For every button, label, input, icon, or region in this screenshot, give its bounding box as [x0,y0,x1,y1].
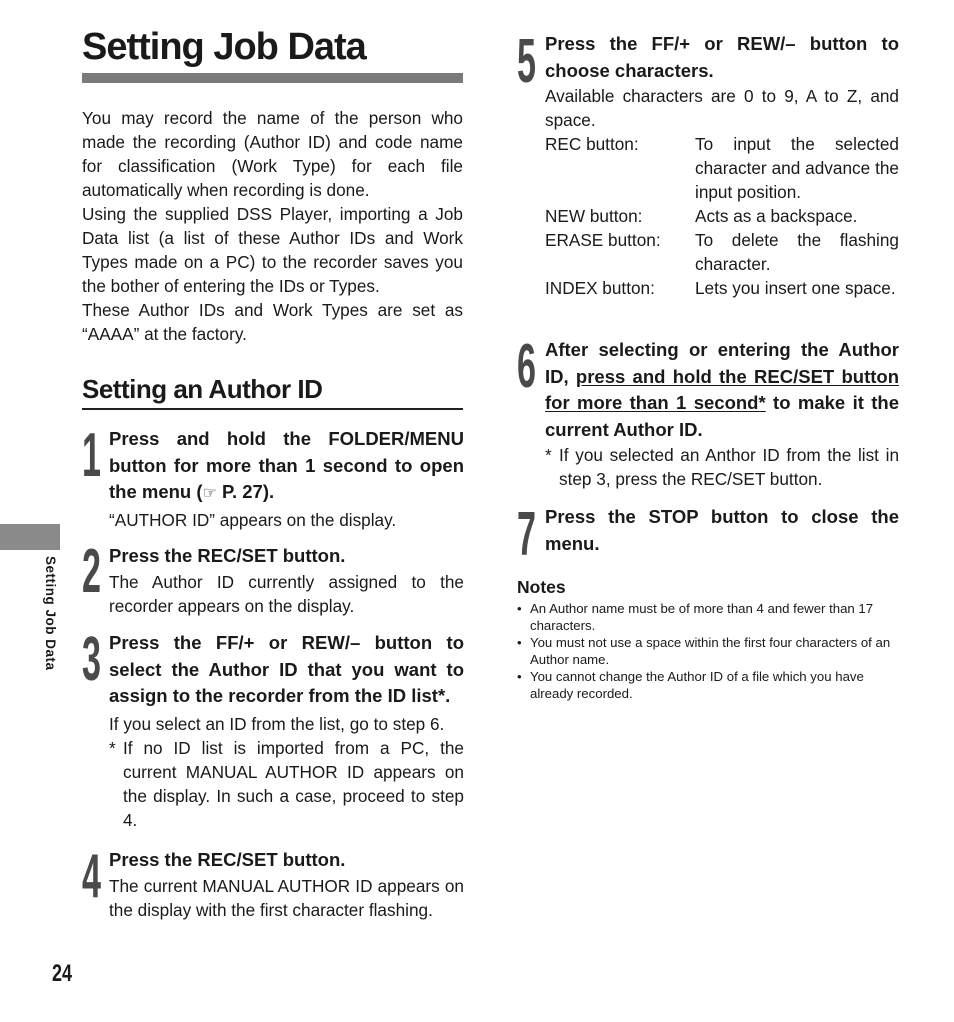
note-text: An Author name must be of more than 4 and fewer than 17 characters. [530,601,874,633]
chapter-side-label: Setting Job Data [43,556,58,671]
footnote-text: If no ID list is imported from a PC, the current MANUAL AUTHOR ID appears on the display. In such a case, proceed to step 4. [123,737,464,830]
title-underline-bar [82,73,463,83]
intro-paragraph: You may record the name of the person who made the recording (Author ID) and code name for classification (Work Type) for each file automatically when recording is done. [82,108,463,200]
step-3 [109,630,464,832]
notes-list [517,600,899,702]
footnote-marker: * [109,737,116,758]
intro-paragraph: These Author IDs and Work Types are set as “AAAA” at the factory. [82,300,463,344]
step-2-title: Press the REC/SET button. [109,545,346,566]
step-3-number: 3 [82,625,101,694]
step-6-title-lead: After selecting or entering the Author ID, [545,339,899,387]
step-4 [109,847,464,922]
note-text: You must not use a space within the first four characters of an Author name. [530,635,891,667]
button-name: ERASE button: [545,230,661,250]
step-7-number: 7 [517,500,536,569]
notes-heading: Notes [517,577,566,597]
step-6-title-emphasis: press and hold the REC/SET button for more than 1 second* [545,365,900,413]
button-name: INDEX button: [545,278,655,298]
step-4-title: Press the REC/SET button. [109,849,346,870]
button-name: REC button: [545,134,639,154]
note-item [517,634,899,668]
step-7 [545,504,899,557]
step-1-title-text: Press and hold the FOLDER/MENU button for more than 1 second to open the menu ( [109,428,464,502]
note-text: You cannot change the Author ID of a file which you have already recorded. [530,669,864,701]
button-function: To delete the flashing character. [695,230,899,274]
page-title: Setting Job Data [82,26,366,68]
step-6-title [545,337,899,443]
button-name: NEW button: [545,206,643,226]
step-5-number: 5 [517,27,536,96]
step-1-description: “AUTHOR ID” appears on the display. [109,509,397,530]
intro-paragraph: Using the supplied DSS Player, importing a Job Data list (a list of these Author IDs and Work Types made on a PC) to the recorder saves you the bother of entering the IDs or Types. [82,204,463,296]
step-6-number: 6 [517,332,536,401]
button-function: To input the selected character and advance the input position. [695,134,899,202]
step-6-title-end: to make it the current Author ID. [545,392,899,440]
bullet: • [517,601,522,616]
step-4-description: The current MANUAL AUTHOR ID appears on the display with the first character flashing. [109,875,464,920]
step-7-title: Press the STOP button to close the menu. [545,506,899,554]
step-5-title: Press the FF/+ or REW/– button to choose characters. [545,33,899,81]
button-row [545,204,899,228]
step-1-number: 1 [82,421,101,490]
step-6 [545,337,899,491]
bullet: • [517,635,522,650]
page-number: 24 [52,960,73,987]
button-function: Lets you insert one space. [695,278,896,298]
step-3-description: If you select an ID from the list, go to step 6. [109,713,445,734]
chapter-side-tab [0,524,60,550]
step-1 [109,426,464,532]
footnote-marker: * [545,445,552,465]
note-item [517,668,899,702]
step-2-number: 2 [82,537,101,606]
step-2-description: The Author ID currently assigned to the recorder appears on the display. [109,571,464,616]
note-item [517,600,899,634]
section-heading: Setting an Author ID [82,374,323,404]
step-5-description: Available characters are 0 to 9, A to Z, and space. [545,86,899,130]
button-function: Acts as a backspace. [695,206,858,226]
step-1-title-ref: P. 27). [216,481,275,502]
button-function-table [545,132,899,300]
step-5 [545,31,899,300]
section-heading-rule [82,408,463,410]
footnote-text: If you selected an Anthor ID from the list in step 3, press the REC/SET button. [559,445,899,489]
step-3-title: Press the FF/+ or REW/– button to select the Author ID that you want to assign to the recorder from the ID list*. [109,632,464,706]
button-row [545,132,899,204]
button-row [545,228,899,276]
step-4-number: 4 [82,842,101,911]
step-1-title [109,426,464,508]
step-3-footnote [109,736,464,832]
intro-text [82,106,463,346]
bullet: • [517,669,522,684]
step-2 [109,543,464,618]
step-6-footnote [545,443,899,491]
reference-icon: ☞ [202,485,217,502]
button-row [545,276,899,300]
